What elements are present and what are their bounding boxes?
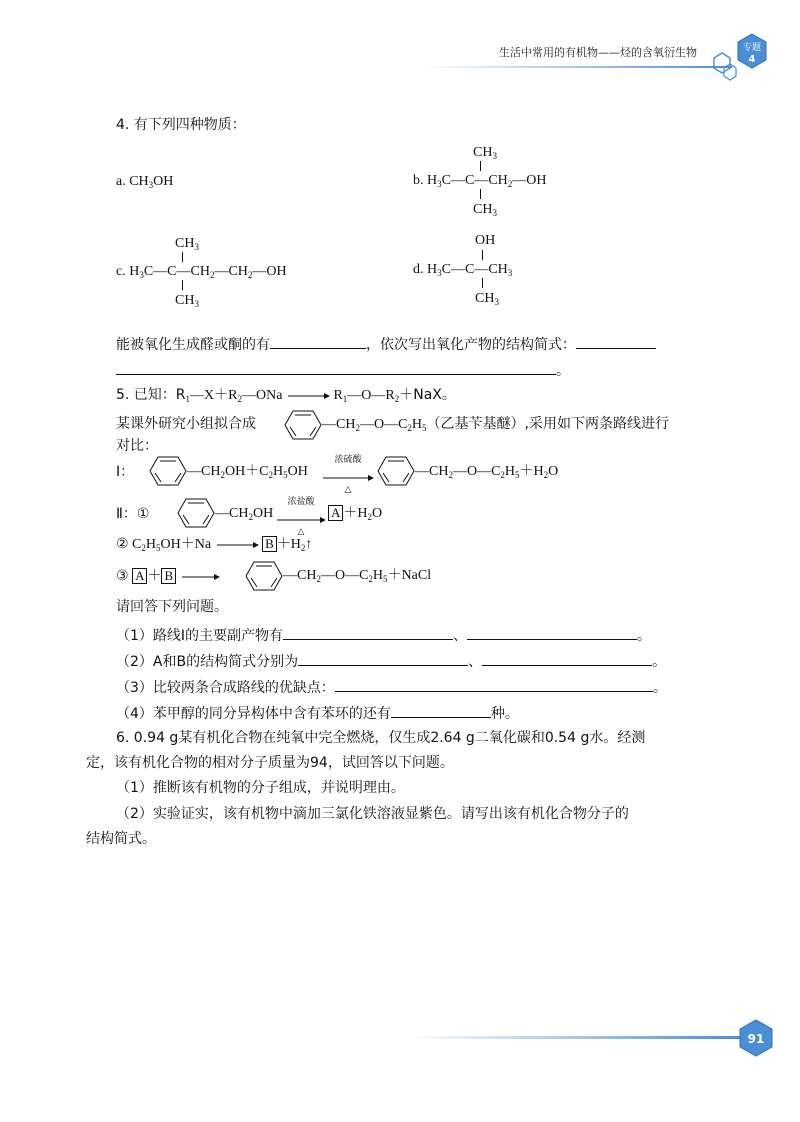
benzene-icon bbox=[244, 560, 284, 592]
q5-known: 5. 已知：$R_1—X+R_2—ONa$ $R_1—O—R_2+NaX$。 bbox=[116, 387, 456, 404]
q4-option-c: c. $H_3C—C—CH_2—CH_2—OH$ bbox=[116, 264, 287, 280]
q5-sub4: （4）苯甲醇的同分异构体中含有苯环的还有 种。 bbox=[116, 703, 519, 723]
route2-step3: ③ A ＋ B bbox=[116, 567, 220, 586]
badge-num-text: 4 bbox=[748, 54, 756, 65]
answer-blank[interactable] bbox=[482, 651, 652, 666]
arrow-icon bbox=[286, 391, 330, 401]
route2-step1-reactant: $—CH_2OH$ bbox=[215, 506, 274, 522]
q5-sub1: （1）路线Ⅰ的主要副产物有 、 。 bbox=[116, 625, 651, 645]
arrow-icon bbox=[215, 540, 259, 550]
answer-blank[interactable] bbox=[576, 334, 656, 349]
q4-option-d: d. $H_3C—C—CH_3$ bbox=[413, 262, 513, 278]
q4-option-c-top: $CH_3$ bbox=[175, 236, 199, 252]
benzene-icon bbox=[148, 455, 188, 487]
bond bbox=[482, 278, 483, 288]
q6-sub2: （2）实验证实，该有机物中滴加三氯化铁溶液显紫色。请写出该有机化合物分子的 bbox=[116, 806, 629, 822]
bond bbox=[482, 250, 483, 260]
q5-intro-line2: 对比： bbox=[116, 438, 158, 454]
answer-blank[interactable] bbox=[467, 625, 637, 640]
q4-option-b-bottom: $CH_3$ bbox=[473, 202, 497, 218]
answer-blank[interactable] bbox=[335, 677, 653, 692]
route1-condition: 浓硫酸 △ bbox=[322, 455, 374, 495]
chapter-badge bbox=[694, 20, 774, 90]
answer-blank[interactable] bbox=[270, 334, 366, 349]
q4-option-b-top: $CH_3$ bbox=[473, 145, 497, 161]
q4-option-b: b. $H_3C—C—CH_2—OH$ bbox=[413, 173, 547, 189]
q4-option-d-top: OH bbox=[475, 233, 496, 248]
box-a: A bbox=[328, 505, 343, 521]
arrow-icon bbox=[276, 517, 326, 523]
q4-option-a: a. $CH_3OH$ bbox=[116, 174, 174, 190]
q5-sub3: （3）比较两条合成路线的优缺点： 。 bbox=[116, 677, 667, 697]
footer-rule bbox=[410, 1036, 740, 1039]
bond bbox=[480, 189, 481, 199]
route2-condition: 浓盐酸 △ bbox=[276, 497, 326, 537]
q6-line2: 定，该有机化合物的相对分子质量为94，试回答以下问题。 bbox=[86, 755, 454, 771]
route1-products: $—CH_2—O—C_2H_5+H_2O$ bbox=[415, 464, 559, 480]
bond bbox=[480, 161, 481, 171]
page-number: 91 bbox=[747, 1032, 765, 1046]
benzene-icon bbox=[176, 497, 216, 529]
answer-blank[interactable] bbox=[283, 625, 453, 640]
q5-intro-formula: $—CH_2—O—C_2H_5$（乙基苄基醚）,采用如下两条路线进行 bbox=[322, 416, 669, 433]
q5-sub2: （2）A和B的结构简式分别为 、 。 bbox=[116, 651, 666, 671]
page-number-badge bbox=[736, 1018, 776, 1058]
answer-blank[interactable] bbox=[391, 703, 491, 718]
header-rule bbox=[420, 66, 732, 68]
q4-option-c-bottom: $CH_3$ bbox=[175, 293, 199, 309]
chapter-title: 生活中常用的有机物——烃的含氧衍生物 bbox=[499, 46, 697, 59]
badge-top-text: 专题 bbox=[742, 43, 762, 53]
answer-blank[interactable] bbox=[298, 651, 468, 666]
q5-ask: 请回答下列问题。 bbox=[116, 599, 228, 615]
q6-sub2b: 结构简式。 bbox=[86, 831, 156, 847]
benzene-icon bbox=[376, 455, 416, 487]
route2-step1-product: $A +H_2O$ bbox=[328, 505, 382, 523]
arrow-icon bbox=[180, 572, 220, 582]
arrow-icon bbox=[322, 475, 374, 481]
q4-option-d-bottom: $CH_3$ bbox=[475, 291, 499, 307]
benzene-icon bbox=[283, 409, 323, 441]
q4-answer-line2: 。 bbox=[116, 360, 570, 380]
route2-label: Ⅱ：① bbox=[116, 506, 150, 522]
route1-reactants: $—CH_2OH+C_2H_5OH$ bbox=[187, 464, 308, 480]
q4-stem: 4. 有下列四种物质： bbox=[116, 117, 246, 133]
bond bbox=[182, 280, 183, 290]
q6-sub1: （1）推断该有机物的分子组成，并说明理由。 bbox=[116, 780, 405, 796]
route2-step3-product: $—CH_2—O—C_2H_5+NaCl$ bbox=[283, 568, 432, 584]
box-b: B bbox=[262, 536, 277, 552]
q6-line1: 6. 0.94 g某有机化合物在纯氧中完全燃烧，仅生成2.64 g二氧化碳和0.54 g水。经测 bbox=[116, 730, 646, 746]
bond bbox=[182, 252, 183, 262]
hexagon-icon-small bbox=[714, 53, 730, 73]
q5-intro: 某课外研究小组拟合成 bbox=[116, 416, 256, 432]
q4-answer-line: 能被氧化生成醛或酮的有 ，依次写出氧化产物的结构简式： bbox=[116, 334, 656, 354]
answer-blank[interactable] bbox=[116, 360, 556, 375]
route2-step2: ② $C_2H_5OH+Na$ $B +H_2↑$ bbox=[116, 536, 313, 553]
route1-label: Ⅰ： bbox=[116, 464, 135, 480]
